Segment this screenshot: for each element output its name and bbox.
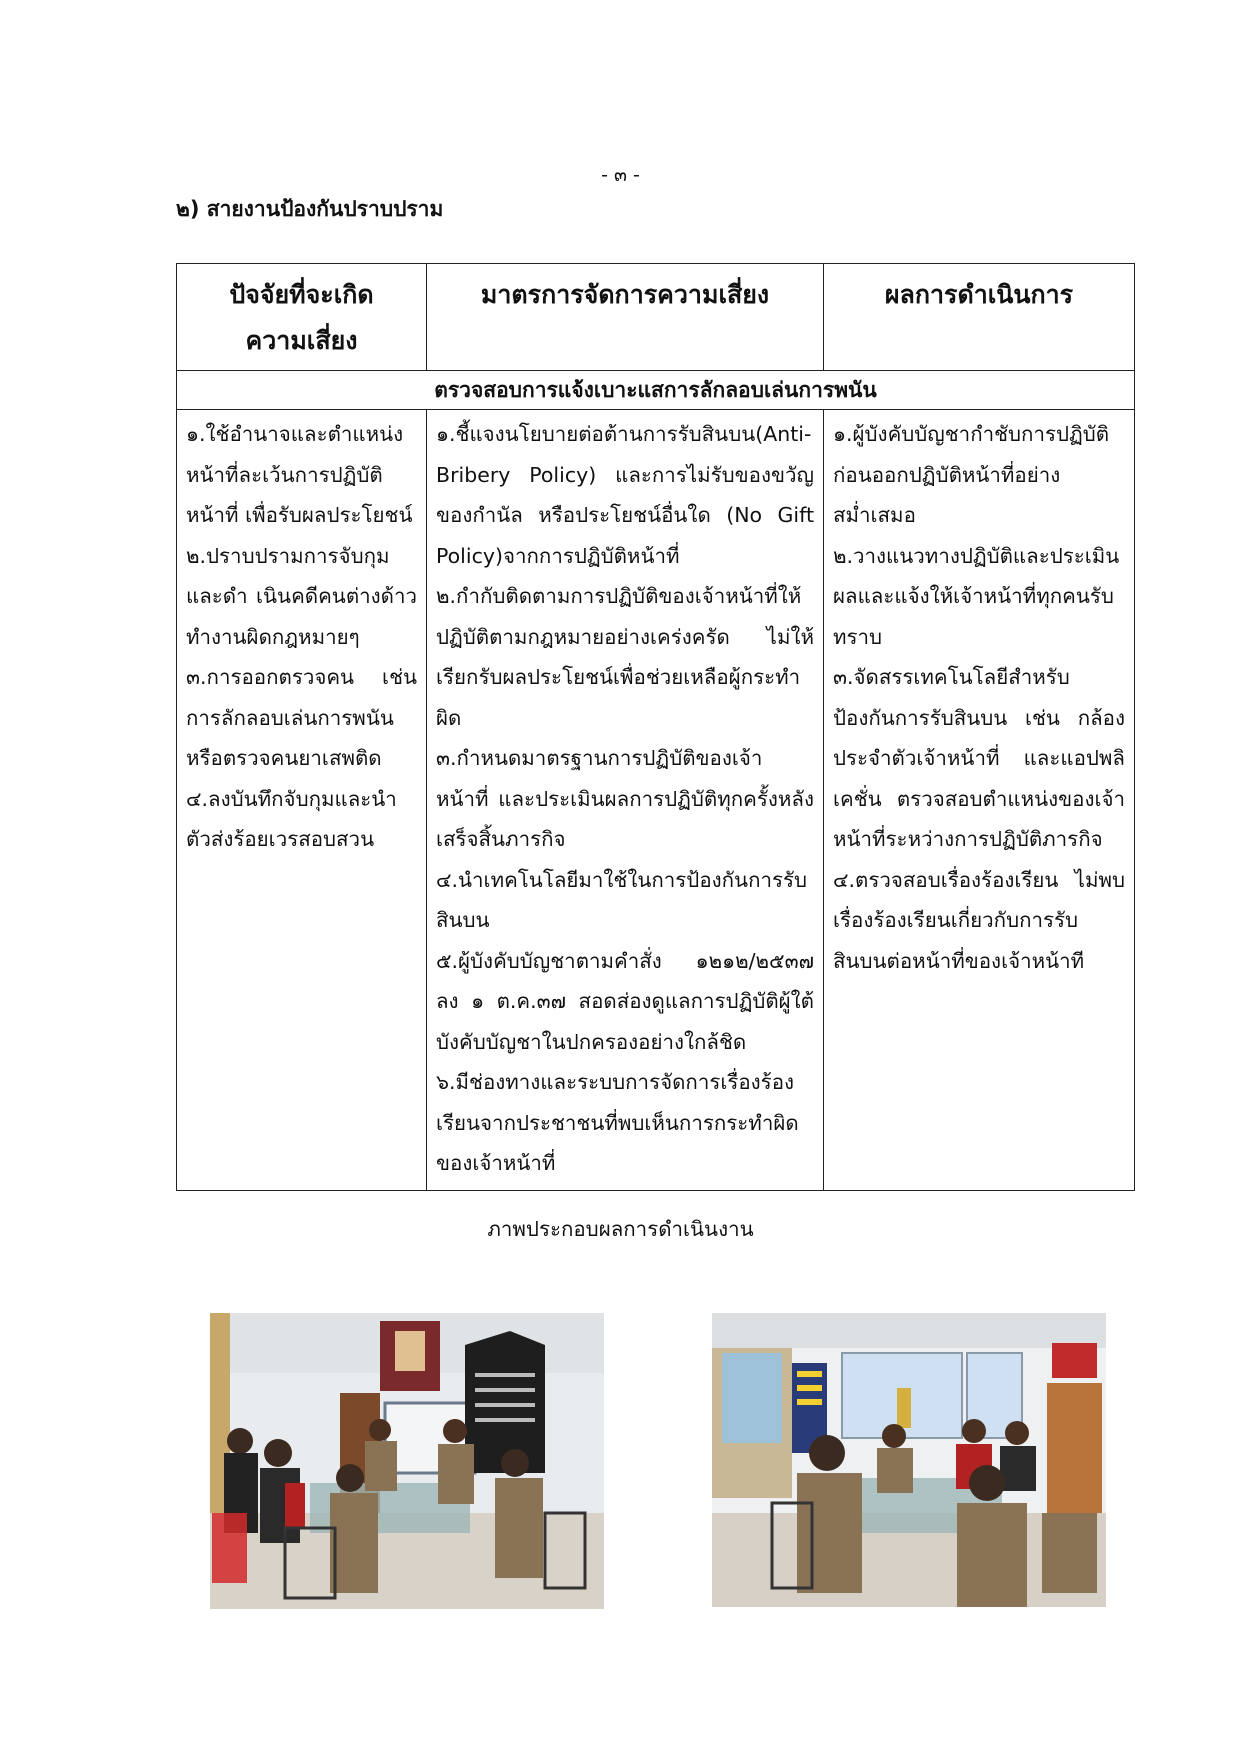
page-number: - ๓ -	[601, 164, 640, 186]
risk-factors-cell	[177, 410, 427, 1191]
result-item: ๔.ตรวจสอบเรื่องร้องเรียน ไม่พบเรื่องร้องเรียนเกี่ยวกับการรับสินบนต่อหน้าที่ของเจ้าหน้าที	[833, 867, 1125, 973]
meeting-photo-right	[712, 1313, 1106, 1607]
measure-item: ๖.มีช่องทางและระบบการจัดการเรื่องร้องเรียนจากประชาชนที่พบเห็นการกระทำผิดของเจ้าหน้าที่	[436, 1070, 799, 1175]
header-row	[177, 264, 1135, 371]
measure-item: ๔.นำเทคโนโลยีมาใช้ในการป้องกันการรับสินบน	[436, 867, 808, 932]
photo-caption: ภาพประกอบผลการดำเนินงาน	[487, 1217, 754, 1241]
result-item: ๒.วางแนวทางปฏิบัติและประเมินผลและแจ้งให้เจ้าหน้าที่ทุกคนรับทราบ	[833, 543, 1120, 649]
section-heading: ๒) สายงานป้องกันปราบปราม	[176, 197, 444, 221]
header-measures: มาตรการจัดการความเสี่ยง	[427, 264, 824, 371]
measure-item: ๓.กำหนดมาตรฐานการปฏิบัติของเจ้าหน้าที่ และประเมินผลการปฏิบัติทุกครั้งหลังเสร็จสิ้นภารกิจ	[436, 746, 814, 851]
results-cell	[824, 410, 1135, 1191]
measures-cell	[427, 410, 824, 1191]
risk-factor-item: ๔.ลงบันทึกจับกุมและนำตัวส่งร้อยเวรสอบสวน	[186, 786, 397, 851]
result-item: ๑.ผู้บังคับบัญชากำชับการปฏิบัติก่อนออกปฏิบัติหน้าที่อย่างสม่ำเสมอ	[833, 422, 1110, 527]
measure-item: ๒.กำกับติดตามการปฏิบัติของเจ้าหน้าที่ให้ปฏิบัติตามกฎหมายอย่างเคร่งครัด ไม่ให้เรียกรับผลประโยชน์เพื่อช่วยเหลือผู้กระทำผิด	[436, 584, 814, 730]
risk-factor-item: ๒.ปราบปรามการจับกุมและดำ เนินคดีคนต่างด้าวทำงานผิดกฎหมายๆ	[186, 543, 417, 649]
measure-item: ๑.ชี้แจงนโยบายต่อต้านการรับสินบน(Anti-Bribery Policy) และการไม่รับของขวัญของกำนัล หรือประโยชน์อื่นใด (No Gift Policy)จากการปฏิบัติหน้าที่	[436, 422, 814, 568]
body-row	[177, 410, 1135, 1191]
result-item: ๓.จัดสรรเทคโนโลยีสำหรับป้องกันการรับสินบน เช่น กล้องประจำตัวเจ้าหน้าที่ และแอปพลิเคชั่น ตรวจสอบตำแหน่งของเจ้าหน้าที่ระหว่างการปฏิบัติภารกิจ	[833, 665, 1125, 851]
measure-item: ๕.ผู้บังคับบัญชาตามคำสั่ง ๑๒๑๒/๒๕๓๗ ลง ๑ ต.ค.๓๗ สอดส่องดูแลการปฏิบัติผู้ใต้บังคับบัญชาในปกครองอย่างใกล้ชิด	[436, 948, 814, 1054]
table-subheader: ตรวจสอบการแจ้งเบาะแสการลักลอบเล่นการพนัน	[177, 371, 1135, 410]
header-results: ผลการดำเนินการ	[824, 264, 1135, 371]
risk-factor-item: ๑.ใช้อำนาจและตำแหน่งหน้าที่ละเว้นการปฏิบัติหน้าที่ เพื่อรับผลประโยชน์	[186, 422, 413, 527]
subheader-row	[177, 371, 1135, 410]
header-risk-factor: ปัจจัยที่จะเกิดความเสี่ยง	[177, 264, 427, 371]
meeting-photo-left	[210, 1313, 604, 1609]
risk-factor-item: ๓.การออกตรวจคน เช่น การลักลอบเล่นการพนันหรือตรวจคนยาเสพติด	[186, 665, 417, 770]
risk-table	[176, 263, 1135, 1191]
